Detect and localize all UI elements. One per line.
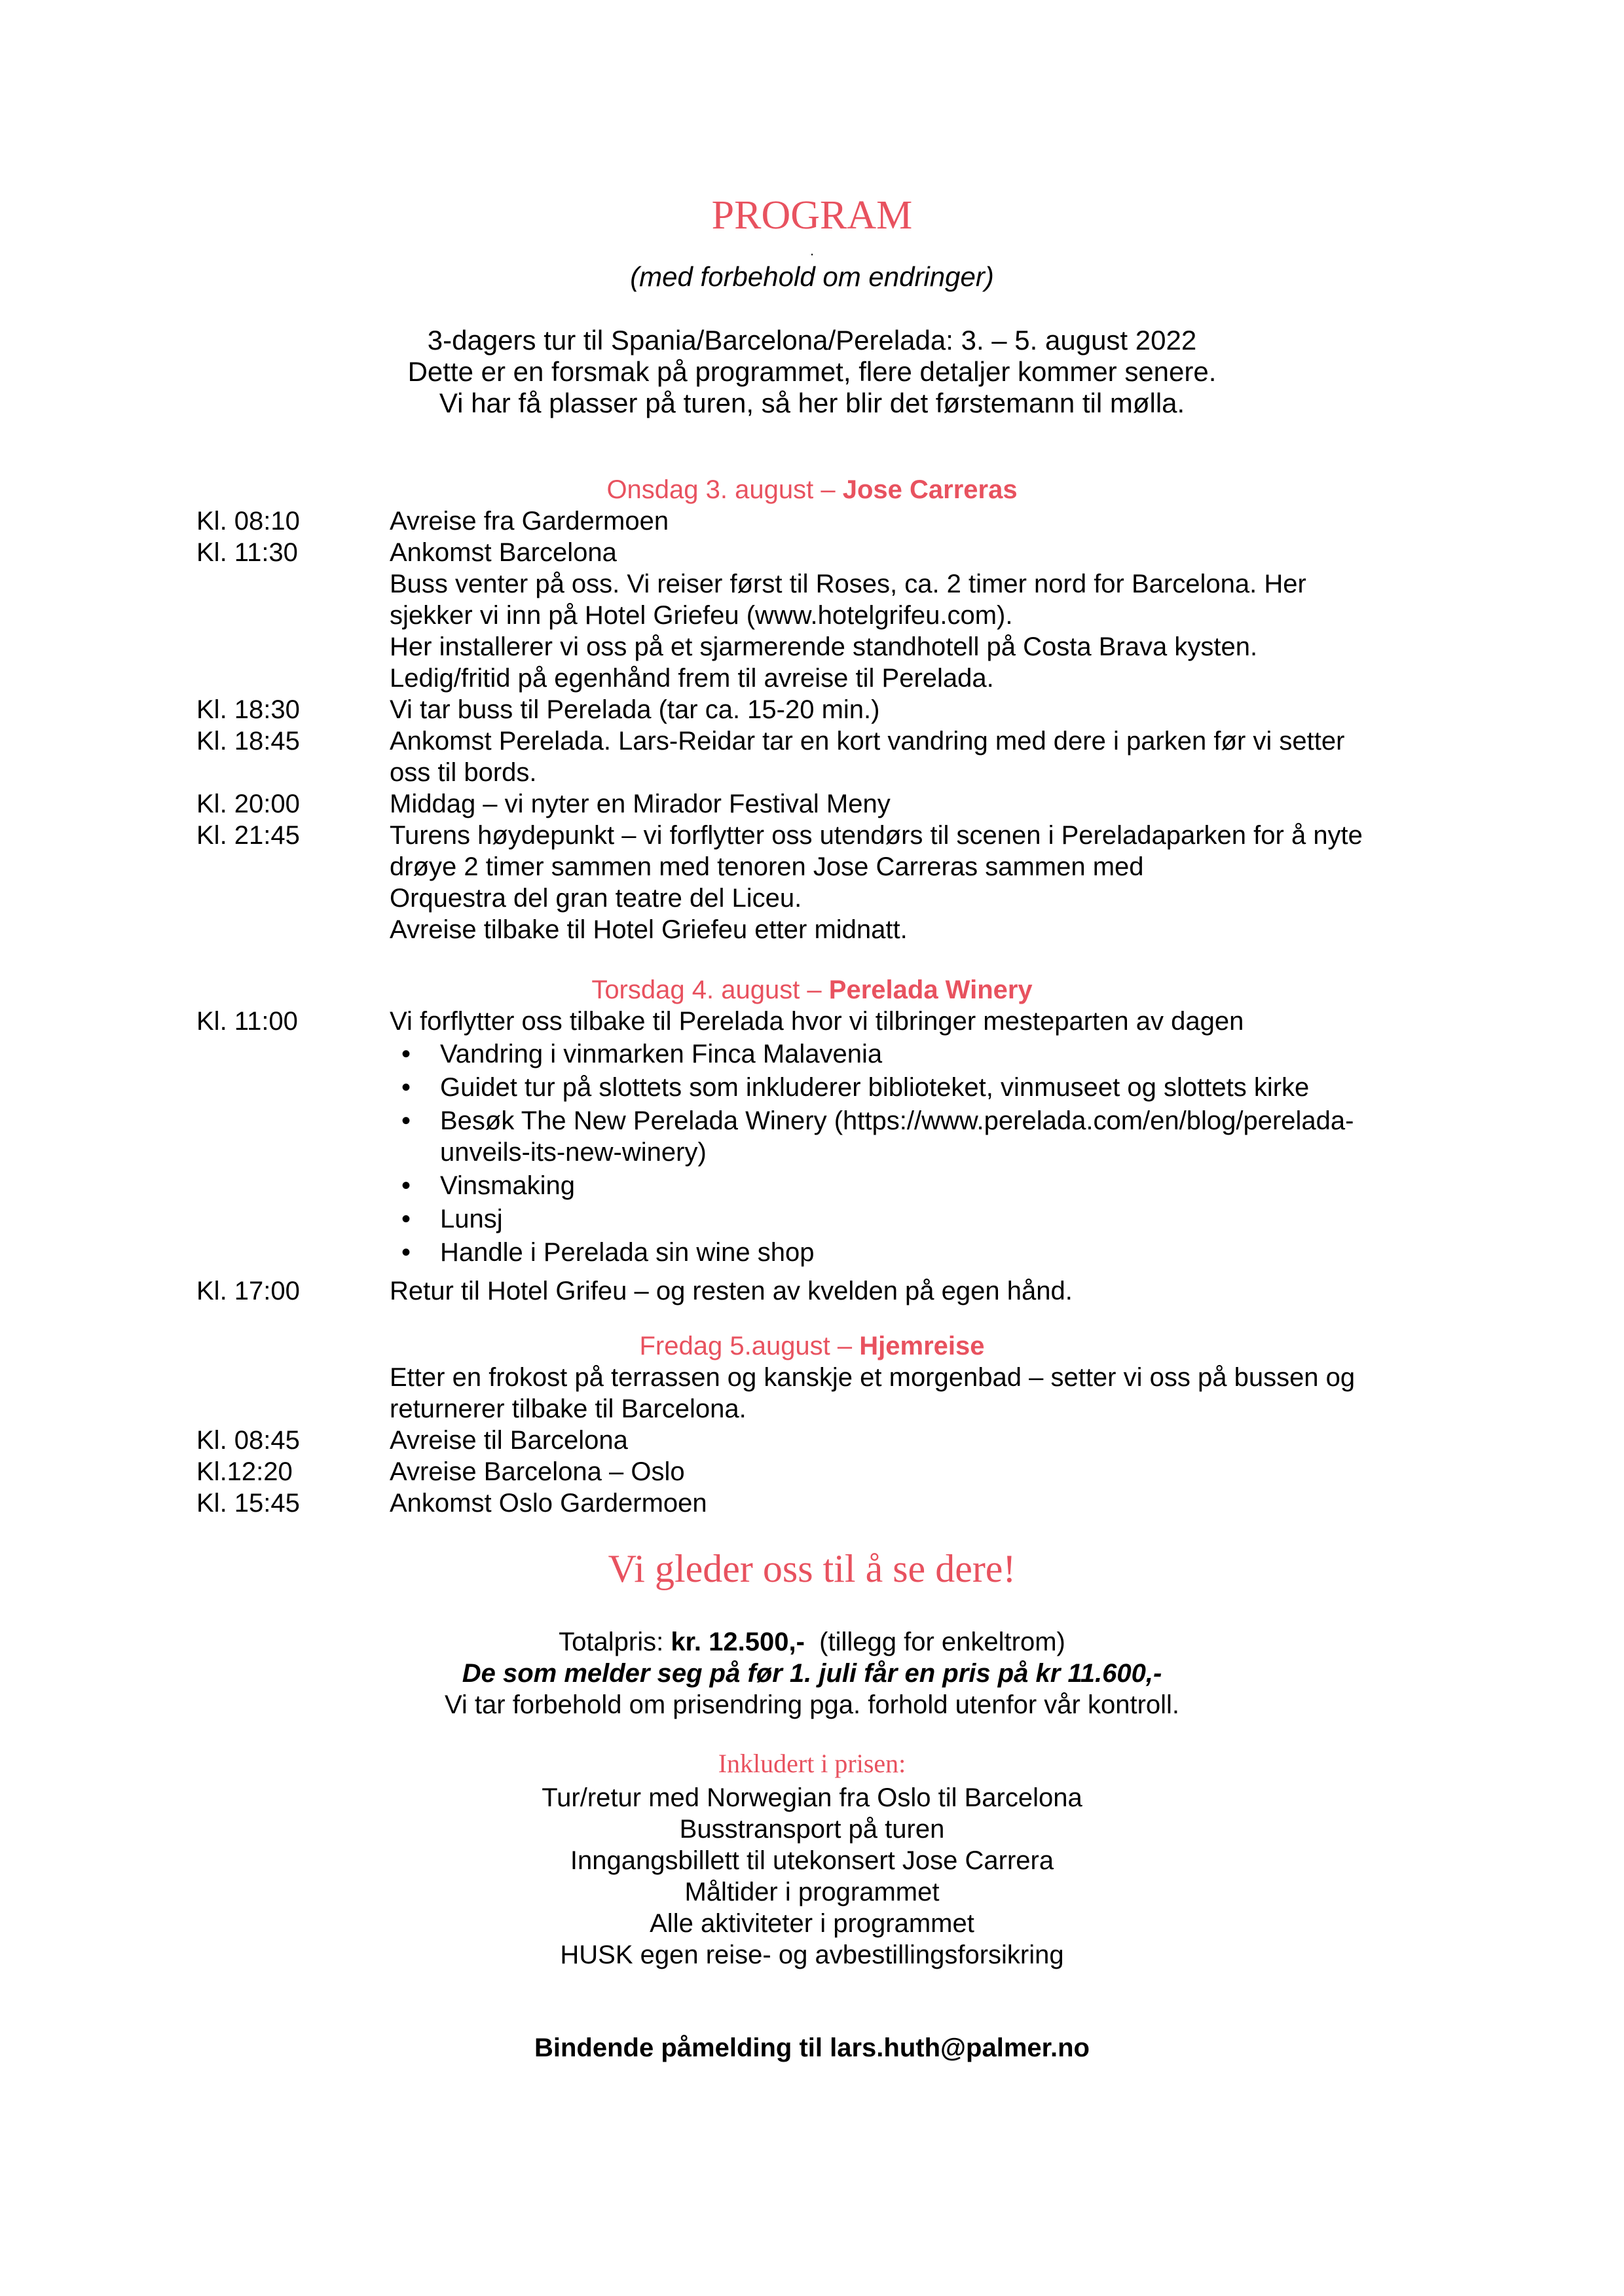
- included-item: Busstransport på turen: [679, 1815, 945, 1844]
- list-item: [390, 1038, 1437, 1070]
- desc-line: Her installerer vi oss på et sjarmerende standhotell på Costa Brava kysten.: [390, 632, 1258, 661]
- day-label: Fredag 5.august –: [639, 1332, 860, 1360]
- desc-line: Ankomst Barcelona: [390, 538, 617, 567]
- early-offer: De som melder seg på før 1. juli får en pris på kr 11.600,-: [462, 1659, 1162, 1688]
- schedule-desc: [390, 694, 1437, 725]
- welcome-heading: Vi gleder oss til å se dere!: [608, 1547, 1016, 1590]
- day-label: Torsdag 4. august –: [591, 975, 829, 1004]
- price-block: [0, 1626, 1624, 1721]
- activity-list: [390, 1038, 1437, 1270]
- included-item: Måltider i programmet: [684, 1878, 940, 1906]
- schedule-time: Kl.12:20: [196, 1457, 293, 1486]
- day-heading-3: [0, 1330, 1624, 1362]
- desc-line: Vi forflytter oss tilbake til Perelada hvor vi tilbringer mesteparten av dagen: [390, 1007, 1244, 1036]
- desc-line: Avreise til Barcelona: [390, 1426, 628, 1455]
- day-heading-2: [0, 974, 1624, 1006]
- desc-line: Retur til Hotel Grifeu – og resten av kvelden på egen hånd.: [390, 1277, 1073, 1305]
- schedule-desc: [390, 1425, 1437, 1456]
- list-item-text: Besøk The New Perelada Winery (https://www.perelada.com/en/blog/perelada-: [440, 1106, 1354, 1135]
- intro-line: Dette er en forsmak på programmet, flere detaljer kommer senere.: [407, 356, 1217, 387]
- intro-line: Vi har få plasser på turen, så her blir det førstemann til mølla.: [439, 388, 1185, 418]
- desc-line: Buss venter på oss. Vi reiser først til Roses, ca. 2 timer nord for Barcelona. Her: [390, 570, 1306, 598]
- schedule-time: Kl. 18:45: [196, 727, 300, 756]
- price-prefix: Totalpris:: [559, 1628, 671, 1656]
- schedule-desc: [390, 1456, 1437, 1487]
- schedule-time: Kl. 15:45: [196, 1489, 300, 1518]
- list-item-text: Handle i Perelada sin wine shop: [440, 1238, 815, 1267]
- bullet-icon: •: [401, 1205, 411, 1233]
- desc-line: returnerer tilbake til Barcelona.: [390, 1394, 747, 1423]
- schedule-time: Kl. 11:00: [196, 1007, 298, 1036]
- schedule-desc: [390, 1362, 1437, 1425]
- day-theme: Jose Carreras: [842, 475, 1018, 504]
- schedule-time: Kl. 18:30: [196, 695, 300, 724]
- list-item: [390, 1237, 1437, 1268]
- desc-line: Vi tar buss til Perelada (tar ca. 15-20 min.): [390, 695, 880, 724]
- schedule-time: Kl. 11:30: [196, 538, 298, 567]
- bullet-icon: •: [401, 1106, 411, 1135]
- schedule-desc: [390, 505, 1437, 537]
- bullet-icon: •: [401, 1073, 411, 1102]
- day-theme: Perelada Winery: [828, 975, 1033, 1004]
- intro-paragraph: [0, 325, 1624, 419]
- list-item: [390, 1170, 1437, 1201]
- desc-line: Turens høydepunkt – vi forflytter oss utendørs til scenen i Pereladaparken for å nyte: [390, 821, 1363, 850]
- schedule-desc: [390, 1487, 1437, 1519]
- desc-line: Middag – vi nyter en Mirador Festival Meny: [390, 790, 891, 818]
- list-item-text: Guidet tur på slottets som inkluderer biblioteket, vinmuseet og slottets kirke: [440, 1073, 1310, 1102]
- schedule-desc: [390, 1006, 1437, 1037]
- schedule-time: Kl. 08:10: [196, 507, 300, 536]
- desc-line: oss til bords.: [390, 758, 537, 787]
- list-item: [390, 1105, 1437, 1168]
- schedule-desc: [390, 725, 1437, 788]
- list-item: [390, 1203, 1437, 1235]
- price-value: kr. 12.500,-: [671, 1628, 805, 1656]
- schedule-time: Kl. 21:45: [196, 821, 300, 850]
- schedule-time: Kl. 20:00: [196, 790, 300, 818]
- schedule-desc: [390, 1275, 1437, 1307]
- desc-line: Avreise fra Gardermoen: [390, 507, 669, 536]
- included-item: Inngangsbillett til utekonsert Jose Carrera: [570, 1846, 1054, 1875]
- desc-line: Orquestra del gran teatre del Liceu.: [390, 884, 802, 913]
- page-title: PROGRAM: [711, 193, 913, 238]
- included-item: Tur/retur med Norwegian fra Oslo til Barcelona: [542, 1783, 1082, 1812]
- included-list: [0, 1782, 1624, 1971]
- schedule-time: Kl. 08:45: [196, 1426, 300, 1455]
- schedule-time: Kl. 17:00: [196, 1277, 300, 1305]
- desc-line: Ankomst Oslo Gardermoen: [390, 1489, 707, 1518]
- list-item: [390, 1072, 1437, 1103]
- desc-line: Avreise tilbake til Hotel Griefeu etter midnatt.: [390, 915, 908, 944]
- included-item: HUSK egen reise- og avbestillingsforsikring: [560, 1941, 1064, 1969]
- price-suffix: (tillegg for enkeltrom): [804, 1628, 1065, 1656]
- title-dot: .: [809, 242, 815, 259]
- list-item-text: Lunsj: [440, 1205, 503, 1233]
- schedule-desc: [390, 537, 1437, 694]
- bullet-icon: •: [401, 1171, 411, 1200]
- included-item: Alle aktiviteter i programmet: [650, 1909, 974, 1938]
- desc-line: drøye 2 timer sammen med tenoren Jose Carreras sammen med: [390, 852, 1144, 881]
- list-item-text: unveils-its-new-winery): [440, 1138, 707, 1167]
- page-subtitle: (med forbehold om endringer): [630, 261, 994, 292]
- list-item-text: Vandring i vinmarken Finca Malavenia: [440, 1040, 883, 1068]
- schedule-desc: [390, 820, 1437, 945]
- total-price: [0, 1626, 1624, 1658]
- day-theme: Hjemreise: [859, 1332, 985, 1360]
- desc-line: Etter en frokost på terrassen og kanskje et morgenbad – setter vi oss på bussen og: [390, 1363, 1356, 1392]
- signup-line: Bindende påmelding til lars.huth@palmer.no: [534, 2033, 1090, 2062]
- bullet-icon: •: [401, 1238, 411, 1267]
- desc-line: Avreise Barcelona – Oslo: [390, 1457, 685, 1486]
- day-heading-1: [0, 474, 1624, 505]
- intro-line: 3-dagers tur til Spania/Barcelona/Perelada: 3. – 5. august 2022: [427, 325, 1197, 355]
- list-item-text: Vinsmaking: [440, 1171, 576, 1200]
- bullet-icon: •: [401, 1040, 411, 1068]
- schedule-desc: [390, 788, 1437, 820]
- desc-line: Ankomst Perelada. Lars-Reidar tar en kort vandring med dere i parken før vi setter: [390, 727, 1345, 756]
- desc-line: sjekker vi inn på Hotel Griefeu (www.hotelgrifeu.com).: [390, 601, 1013, 630]
- price-disclaimer: Vi tar forbehold om prisendring pga. forhold utenfor vår kontroll.: [444, 1690, 1180, 1719]
- desc-line: Ledig/fritid på egenhånd frem til avreise til Perelada.: [390, 664, 994, 693]
- day-label: Onsdag 3. august –: [606, 475, 843, 504]
- included-heading: Inkludert i prisen:: [718, 1749, 906, 1778]
